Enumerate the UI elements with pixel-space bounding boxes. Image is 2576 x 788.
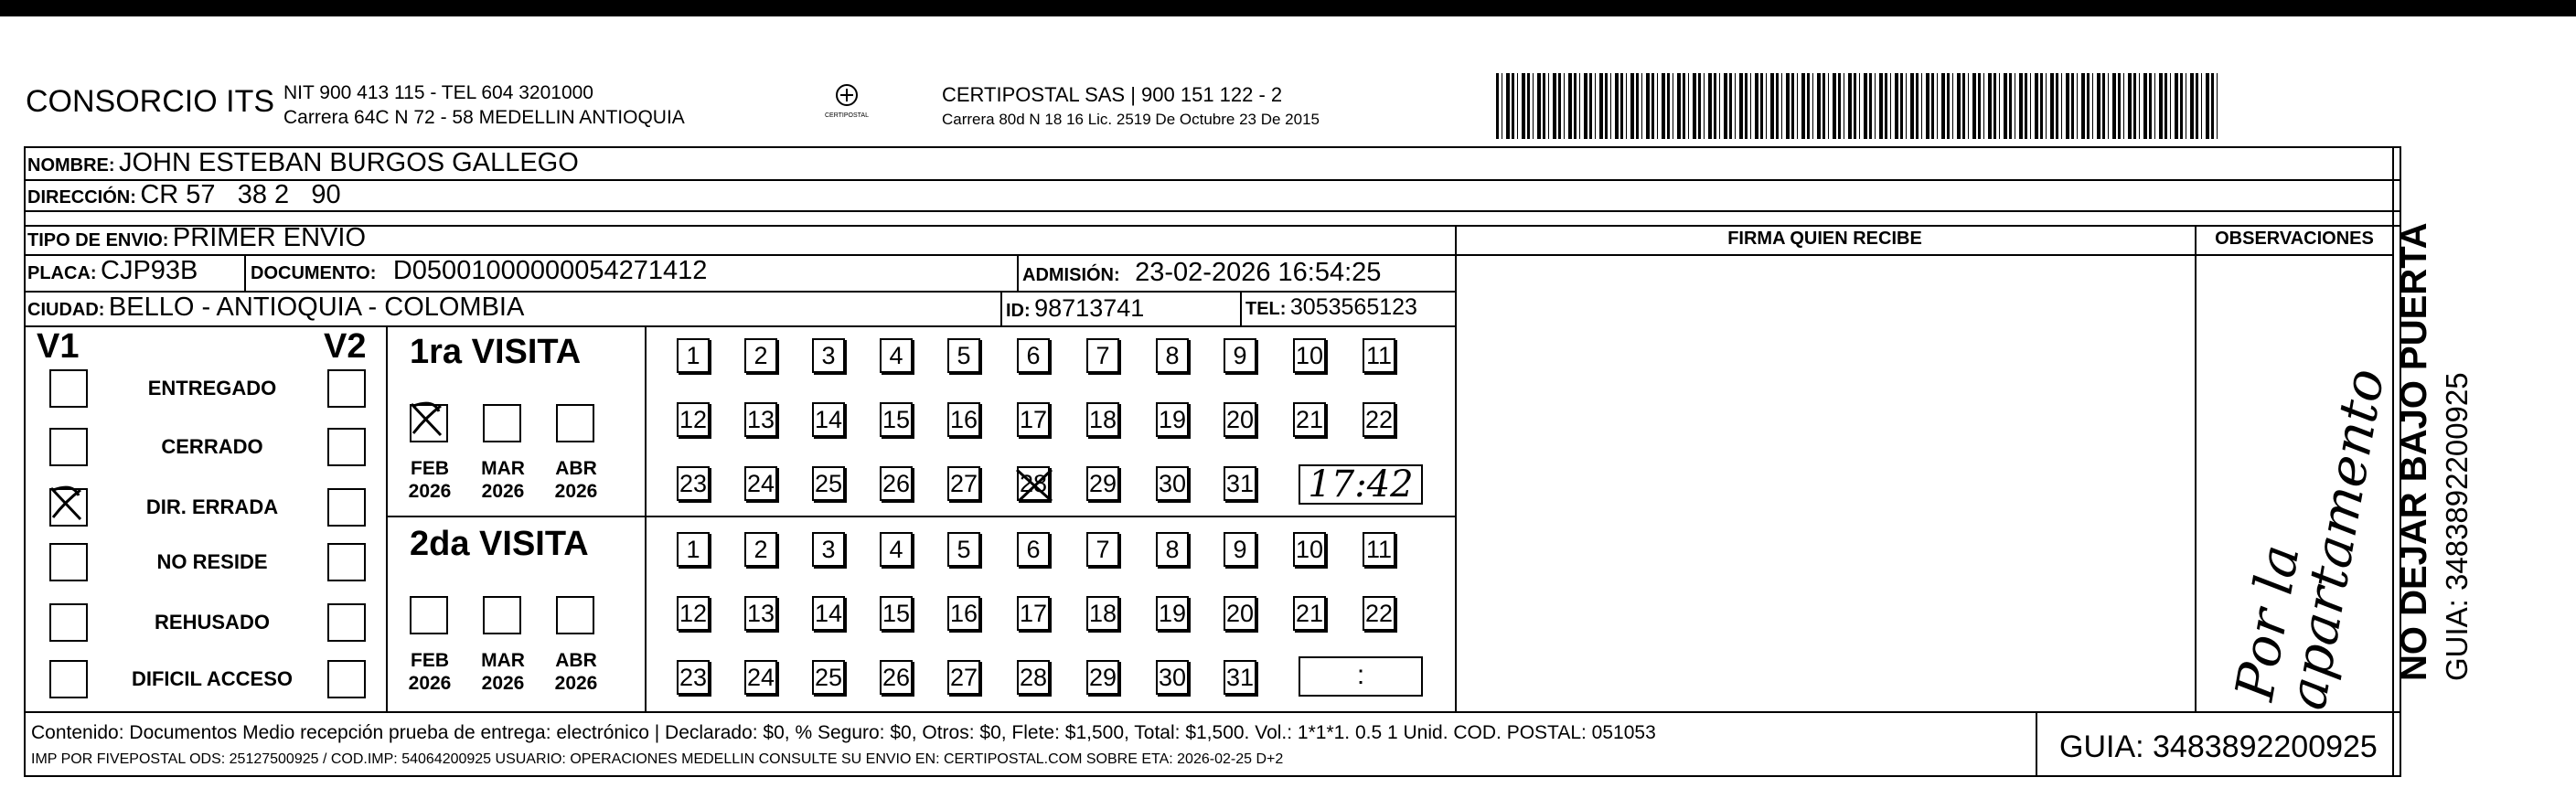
top-scan-border <box>0 0 2576 16</box>
rule <box>24 179 2401 181</box>
month-year: 2026 <box>481 481 525 502</box>
day-box[interactable]: 19 <box>1156 596 1189 631</box>
id-cell <box>1006 294 1144 323</box>
handwritten-x-mark <box>408 399 446 437</box>
day-box[interactable]: 16 <box>947 596 980 631</box>
plate-cell <box>27 256 198 286</box>
month-checkbox[interactable] <box>556 596 594 634</box>
day-box[interactable]: 23 <box>677 466 710 501</box>
type-label: TIPO DE ENVIO: <box>27 230 169 250</box>
day-box[interactable]: 26 <box>880 660 913 695</box>
tel-cell <box>1245 294 1417 321</box>
day-box[interactable]: 2 <box>744 532 777 567</box>
day-box[interactable]: 31 <box>1224 660 1256 695</box>
day-box[interactable]: 13 <box>744 596 777 631</box>
month-year: 2026 <box>408 481 452 502</box>
side-guia: GUIA: 3483892200925 <box>2440 372 2474 681</box>
carrier-address: Carrera 80d N 18 16 Lic. 2519 De Octubre 23 De 2015 <box>942 111 1320 128</box>
day-box[interactable]: 31 <box>1224 466 1256 501</box>
document-label: DOCUMENTO: <box>251 263 377 283</box>
day-box[interactable]: 21 <box>1293 402 1326 437</box>
day-box[interactable]: 14 <box>812 402 845 437</box>
rule <box>24 225 2401 227</box>
status-label: NO RESIDE <box>156 550 268 573</box>
company-info <box>283 80 685 130</box>
v2-checkbox[interactable] <box>327 488 366 527</box>
document-cell <box>251 256 707 286</box>
firma-label: FIRMA QUIEN RECIBE <box>1727 229 1922 249</box>
day-box[interactable]: 5 <box>947 532 980 567</box>
tel-label: TEL: <box>1245 299 1287 319</box>
month-label <box>549 649 604 695</box>
day-box[interactable]: 9 <box>1224 532 1256 567</box>
day-box[interactable]: 16 <box>947 402 980 437</box>
v1-checkbox[interactable] <box>49 543 88 581</box>
day-box[interactable]: 4 <box>880 338 913 373</box>
id-value: 98713741 <box>1034 294 1145 322</box>
day-box[interactable]: 25 <box>812 466 845 501</box>
day-box[interactable]: 17 <box>1017 596 1050 631</box>
day-box[interactable]: 7 <box>1086 532 1119 567</box>
day-box[interactable]: 24 <box>744 660 777 695</box>
day-box[interactable]: 29 <box>1086 660 1119 695</box>
v2-checkbox[interactable] <box>327 369 366 408</box>
day-box[interactable]: 29 <box>1086 466 1119 501</box>
v2-checkbox[interactable] <box>327 543 366 581</box>
v2-label: V2 <box>324 327 367 366</box>
certipostal-logo <box>821 79 872 124</box>
admission-cell <box>1022 258 1381 288</box>
day-box[interactable]: 24 <box>744 466 777 501</box>
day-box[interactable]: 23 <box>677 660 710 695</box>
visit2-title: 2da VISITA <box>410 525 589 563</box>
day-box[interactable]: 26 <box>880 466 913 501</box>
day-box[interactable]: 8 <box>1156 532 1189 567</box>
visit2-time: : <box>1356 660 1365 690</box>
day-box[interactable]: 25 <box>812 660 845 695</box>
month-name: ABR <box>555 650 597 671</box>
rule <box>2195 225 2197 711</box>
month-name: MAR <box>481 458 525 479</box>
v2-checkbox[interactable] <box>327 660 366 698</box>
carrier-info <box>942 82 1320 132</box>
day-box[interactable]: 6 <box>1017 532 1050 567</box>
day-box[interactable]: 7 <box>1086 338 1119 373</box>
month-year: 2026 <box>554 673 598 694</box>
visit1-title: 1ra VISITA <box>410 333 582 371</box>
rule <box>24 711 2401 713</box>
rule <box>386 516 1455 517</box>
footer-content: Contenido: Documentos Medio recepción prueba de entrega: electrónico | Declarado: $0, % Seguro: $0, Otros: $0, Flete: $1,500, Total: $1,500. Vol.: 1*1*1. 0.5 1 Unid. COD. POSTAL: 051053 <box>31 722 1656 743</box>
plate-label: PLACA: <box>27 263 97 283</box>
status-label: ENTREGADO <box>147 377 277 399</box>
rule <box>1000 291 1002 325</box>
rule <box>1240 291 1242 325</box>
month-checkbox[interactable] <box>556 404 594 442</box>
month-year: 2026 <box>408 673 452 694</box>
obs-text: Por la apartamento <box>2223 364 2397 715</box>
day-box[interactable]: 1 <box>677 532 710 567</box>
month-label <box>402 649 457 695</box>
day-box[interactable]: 12 <box>677 402 710 437</box>
day-box[interactable]: 2 <box>744 338 777 373</box>
month-name: MAR <box>481 650 525 671</box>
day-box[interactable]: 20 <box>1224 596 1256 631</box>
day-box[interactable]: 3 <box>812 532 845 567</box>
v1-label: V1 <box>37 327 80 366</box>
rule <box>1455 225 1457 711</box>
city-cell <box>27 293 524 323</box>
handwritten-x-mark <box>1015 466 1055 503</box>
plate-value: CJP93B <box>101 256 198 285</box>
day-box[interactable]: 11 <box>1363 338 1395 373</box>
handwritten-x-mark <box>48 483 86 521</box>
day-box[interactable]: 18 <box>1086 596 1119 631</box>
footer-guia: GUIA: 3483892200925 <box>2059 729 2378 764</box>
day-box[interactable]: 15 <box>880 596 913 631</box>
company-name: CONSORCIO ITS <box>26 84 275 119</box>
admission-label: ADMISIÓN: <box>1022 265 1120 285</box>
day-box[interactable]: 21 <box>1293 596 1326 631</box>
day-box[interactable]: 18 <box>1086 402 1119 437</box>
visit1-time-box[interactable] <box>1299 464 1423 505</box>
month-label <box>476 457 530 503</box>
day-box[interactable]: 22 <box>1363 402 1395 437</box>
document-value: D05001000000054271412 <box>392 256 708 285</box>
logo-text: CERTIPOSTAL <box>825 112 869 119</box>
day-box[interactable]: 8 <box>1156 338 1189 373</box>
day-box[interactable]: 10 <box>1293 338 1326 373</box>
day-box[interactable]: 30 <box>1156 466 1189 501</box>
rule <box>244 254 246 291</box>
barcode <box>1496 73 2218 139</box>
city-value: BELLO - ANTIOQUIA - COLOMBIA <box>108 293 525 322</box>
month-name: FEB <box>411 458 449 479</box>
address-label: DIRECCIÓN: <box>27 187 136 208</box>
rule <box>24 210 2401 212</box>
month-checkbox[interactable] <box>410 596 448 634</box>
v1-checkbox[interactable] <box>49 428 88 466</box>
day-box[interactable]: 22 <box>1363 596 1395 631</box>
day-box[interactable]: 6 <box>1017 338 1050 373</box>
day-box[interactable]: 4 <box>880 532 913 567</box>
status-label: REHUSADO <box>155 611 270 634</box>
v1-checkbox[interactable] <box>49 488 88 527</box>
day-box[interactable]: 14 <box>812 596 845 631</box>
month-label <box>476 649 530 695</box>
month-label <box>402 457 457 503</box>
day-box[interactable]: 1 <box>677 338 710 373</box>
admission-value: 23-02-2026 16:54:25 <box>1135 258 1382 287</box>
company-nit: NIT 900 413 115 - TEL 604 3201000 <box>283 82 593 103</box>
rule <box>1017 254 1019 291</box>
month-checkbox[interactable] <box>483 404 521 442</box>
day-box[interactable]: 27 <box>947 660 980 695</box>
day-box[interactable]: 12 <box>677 596 710 631</box>
rule <box>386 325 388 711</box>
v2-checkbox[interactable] <box>327 428 366 466</box>
v1-checkbox[interactable] <box>49 603 88 642</box>
side-warning: NO DEJAR BAJO PUERTA <box>2394 222 2434 681</box>
day-box[interactable]: 17 <box>1017 402 1050 437</box>
address-row <box>27 180 341 210</box>
day-box[interactable]: 19 <box>1156 402 1189 437</box>
visit2-time-box[interactable] <box>1299 656 1423 697</box>
type-row <box>27 223 366 253</box>
day-box[interactable]: 11 <box>1363 532 1395 567</box>
rule <box>645 325 647 711</box>
day-box[interactable]: 13 <box>744 402 777 437</box>
day-box[interactable]: 28 <box>1017 466 1050 501</box>
month-checkbox[interactable] <box>410 404 448 442</box>
footer-print-info: IMP POR FIVEPOSTAL ODS: 25127500925 / COD.IMP: 54064200925 USUARIO: OPERACIONES MEDELLIN CONSULTE SU ENVIO EN: CERTIPOSTAL.COM SOBRE ETA: 2026-02-25 D+2 <box>31 751 1284 767</box>
month-name: ABR <box>555 458 597 479</box>
visit1-time: 17:42 <box>1308 463 1414 506</box>
company-address: Carrera 64C N 72 - 58 MEDELLIN ANTIOQUIA <box>283 107 685 128</box>
day-box[interactable]: 10 <box>1293 532 1326 567</box>
city-label: CIUDAD: <box>27 300 105 320</box>
day-box[interactable]: 28 <box>1017 660 1050 695</box>
day-box[interactable]: 15 <box>880 402 913 437</box>
day-box[interactable]: 9 <box>1224 338 1256 373</box>
day-box[interactable]: 20 <box>1224 402 1256 437</box>
v1-checkbox[interactable] <box>49 369 88 408</box>
status-label: CERRADO <box>161 435 263 458</box>
name-row <box>27 148 579 178</box>
day-box[interactable]: 5 <box>947 338 980 373</box>
rule <box>2036 711 2037 777</box>
month-year: 2026 <box>554 481 598 502</box>
day-box[interactable]: 3 <box>812 338 845 373</box>
rule <box>24 325 1455 327</box>
id-label: ID: <box>1006 301 1031 321</box>
observaciones-label: OBSERVACIONES <box>2215 229 2374 249</box>
month-name: FEB <box>411 650 449 671</box>
tel-value: 3053565123 <box>1289 294 1417 320</box>
shipment-type: PRIMER ENVIO <box>172 223 367 252</box>
name-label: NOMBRE: <box>27 155 115 176</box>
day-box[interactable]: 30 <box>1156 660 1189 695</box>
v2-checkbox[interactable] <box>327 603 366 642</box>
day-box[interactable]: 27 <box>947 466 980 501</box>
month-year: 2026 <box>481 673 525 694</box>
v1-checkbox[interactable] <box>49 660 88 698</box>
recipient-name: JOHN ESTEBAN BURGOS GALLEGO <box>119 148 579 177</box>
month-label <box>549 457 604 503</box>
status-label: DIR. ERRADA <box>145 495 279 518</box>
month-checkbox[interactable] <box>483 596 521 634</box>
status-label: DIFICIL ACCESO <box>131 667 293 690</box>
carrier-name: CERTIPOSTAL SAS | 900 151 122 - 2 <box>942 83 1283 106</box>
recipient-address: CR 57 38 2 90 <box>140 180 341 209</box>
